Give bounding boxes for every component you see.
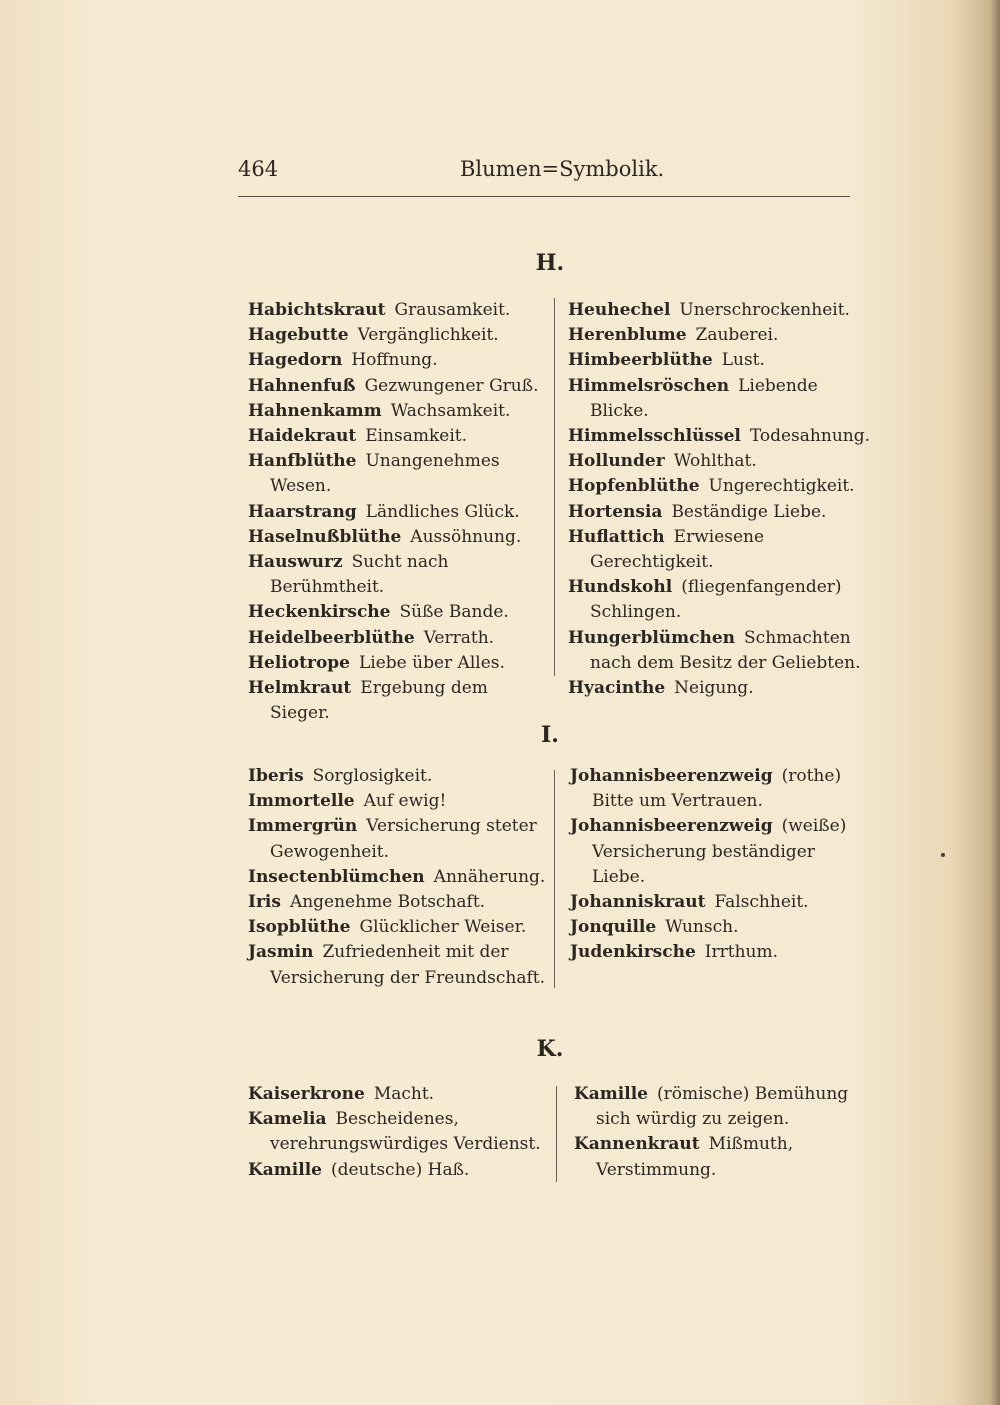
- entry-term: Johannisbeerenzweig: [570, 816, 773, 837]
- entry-meaning: Unangenehmes Wesen.: [270, 451, 500, 497]
- entry-term: Hungerblümchen: [568, 627, 736, 648]
- entry-meaning: Gezwungener Gruß.: [364, 375, 539, 396]
- list-item: [568, 525, 868, 575]
- entry-term: Herenblume: [568, 325, 687, 346]
- list-item: [248, 865, 546, 890]
- entry-meaning: Todesahnung.: [749, 426, 870, 447]
- entry-term: Hyacinthe: [568, 678, 666, 699]
- entry-term: Helmkraut: [248, 678, 352, 699]
- list-item: [248, 764, 546, 789]
- list-item: [568, 298, 868, 323]
- running-title: Blumen=Symbolik.: [460, 157, 665, 181]
- list-item: [248, 676, 546, 726]
- entry-term: Hanfblüthe: [248, 451, 357, 472]
- list-item: [248, 626, 546, 651]
- entry-term: Judenkirsche: [570, 942, 696, 963]
- entry-term: Hundskohl: [568, 577, 673, 598]
- entry-meaning: Irrthum.: [704, 942, 778, 963]
- entry-meaning: Ländliches Glück.: [365, 501, 520, 522]
- section-h-left-column: [248, 298, 546, 726]
- entry-term: Isopblüthe: [248, 917, 351, 938]
- list-item: [248, 374, 546, 399]
- list-item: [248, 651, 546, 676]
- entry-meaning: Verrath.: [423, 627, 495, 648]
- list-item: [568, 449, 868, 474]
- entry-term: Johannisbeerenzweig: [570, 766, 773, 786]
- list-item: [248, 814, 546, 864]
- entry-meaning: Lust.: [721, 350, 765, 371]
- section-letter-i: I.: [541, 722, 559, 748]
- entry-meaning: Ungerechtigkeit.: [708, 476, 855, 497]
- section-k-left-column: [248, 1082, 548, 1183]
- entry-term: Hopfenblüthe: [568, 476, 700, 497]
- entry-term: Himbeerblüthe: [568, 350, 713, 371]
- entry-term: Iberis: [248, 766, 304, 786]
- list-item: [248, 915, 546, 940]
- list-item: [568, 323, 868, 348]
- entry-meaning: Hoffnung.: [351, 350, 438, 371]
- list-item: [570, 890, 868, 915]
- section-i-left-column: [248, 764, 546, 991]
- header-rule: [238, 196, 850, 197]
- entry-term: Immergrün: [248, 816, 358, 837]
- entry-term: Haarstrang: [248, 501, 357, 522]
- entry-term: Johanniskraut: [570, 892, 706, 913]
- list-item: [574, 1132, 870, 1182]
- list-item: [248, 789, 546, 814]
- entry-meaning: Wohlthat.: [673, 451, 757, 472]
- entry-term: Hortensia: [568, 501, 663, 522]
- entry-term: Insectenblümchen: [248, 866, 425, 887]
- entry-meaning: Auf ewig!: [363, 791, 447, 812]
- entry-meaning: Unerschrockenheit.: [679, 300, 850, 320]
- list-item: [568, 626, 868, 676]
- list-item: [570, 915, 868, 940]
- entry-meaning: Wachsamkeit.: [390, 400, 511, 421]
- list-item: [248, 550, 546, 600]
- entry-term: Kaiserkrone: [248, 1084, 365, 1104]
- entry-term: Kamelia: [248, 1109, 327, 1130]
- entry-meaning: (deutsche) Haß.: [330, 1159, 470, 1180]
- entry-term: Kamille: [574, 1084, 648, 1104]
- section-letter-h: H.: [535, 250, 565, 276]
- section-k-right-column: [574, 1082, 870, 1183]
- entry-meaning: Liebe über Alles.: [358, 652, 505, 673]
- entry-meaning: Schmachten nach dem Besitz der Geliebten.: [590, 627, 861, 673]
- list-item: [248, 449, 546, 499]
- entry-term: Himmelsröschen: [568, 375, 730, 396]
- entry-term: Kamille: [248, 1159, 322, 1180]
- list-item: [248, 600, 546, 625]
- entry-meaning: Sucht nach Berühmtheit.: [270, 552, 449, 598]
- section-i-right-column: [570, 764, 868, 966]
- entry-meaning: Liebende Blicke.: [590, 375, 818, 421]
- entry-meaning: (weiße) Versicherung beständiger Liebe.: [592, 816, 847, 887]
- entry-term: Hauswurz: [248, 552, 343, 573]
- entry-term: Heckenkirsche: [248, 602, 391, 623]
- entry-meaning: Annäherung.: [433, 866, 546, 887]
- entry-meaning: Glücklicher Weiser.: [359, 917, 527, 938]
- entry-meaning: Süße Bande.: [399, 602, 509, 623]
- entry-meaning: Bescheidenes, verehrungswürdiges Verdienst.: [270, 1109, 541, 1155]
- entry-term: Heliotrope: [248, 652, 350, 673]
- entry-meaning: (römische) Bemühung sich würdig zu zeigen.: [596, 1084, 849, 1130]
- entry-meaning: Grausamkeit.: [394, 300, 511, 320]
- list-item: [248, 399, 546, 424]
- section-h-right-column: [568, 298, 868, 701]
- entry-meaning: Beständige Liebe.: [671, 501, 827, 522]
- entry-meaning: Zauberei.: [695, 325, 779, 346]
- entry-term: Himmelsschlüssel: [568, 426, 741, 447]
- entry-meaning: Angenehme Botschaft.: [289, 892, 486, 913]
- entry-term: Kannenkraut: [574, 1134, 700, 1155]
- entry-term: Habichtskraut: [248, 300, 386, 320]
- entry-meaning: Vergänglichkeit.: [357, 325, 499, 346]
- list-item: [248, 525, 546, 550]
- entry-meaning: Versicherung steter Gewogenheit.: [270, 816, 537, 862]
- entry-meaning: (rothe) Bitte um Vertrauen.: [592, 766, 842, 812]
- list-item: [568, 424, 868, 449]
- entry-term: Hahnenkamm: [248, 400, 382, 421]
- entry-meaning: Aussöhnung.: [410, 526, 522, 547]
- list-item: [570, 940, 868, 965]
- list-item: [568, 575, 868, 625]
- list-item: [248, 298, 546, 323]
- list-item: [248, 1158, 548, 1183]
- entry-meaning: Ergebung dem Sieger.: [270, 678, 488, 724]
- page-header: [238, 155, 850, 195]
- page-number: 464: [238, 157, 279, 181]
- list-item: [570, 814, 868, 890]
- entry-meaning: Mißmuth, Verstimmung.: [596, 1134, 794, 1180]
- list-item: [248, 1107, 548, 1157]
- entry-meaning: Falschheit.: [714, 892, 809, 913]
- list-item: [568, 676, 868, 701]
- list-item: [568, 374, 868, 424]
- column-divider: [554, 770, 555, 988]
- entry-term: Iris: [248, 892, 281, 913]
- entry-term: Heuhechel: [568, 300, 671, 320]
- list-item: [248, 500, 546, 525]
- entry-term: Jasmin: [248, 942, 314, 963]
- entry-term: Hagebutte: [248, 325, 349, 346]
- entry-meaning: Erwiesene Gerechtigkeit.: [590, 526, 765, 573]
- scan-speck: [941, 853, 945, 857]
- entry-meaning: Wunsch.: [665, 917, 739, 938]
- list-item: [248, 1082, 548, 1107]
- list-item: [248, 424, 546, 449]
- list-item: [570, 764, 868, 814]
- entry-term: Haidekraut: [248, 426, 357, 447]
- section-letter-k: K.: [536, 1036, 564, 1062]
- entry-term: Haselnußblüthe: [248, 526, 402, 547]
- entry-meaning: Zufriedenheit mit der Versicherung der Freundschaft.: [270, 942, 545, 988]
- list-item: [248, 940, 546, 990]
- entry-meaning: Sorglosigkeit.: [312, 766, 433, 786]
- entry-term: Jonquille: [570, 917, 657, 938]
- list-item: [248, 890, 546, 915]
- list-item: [574, 1082, 870, 1132]
- entry-meaning: Neigung.: [674, 678, 754, 699]
- entry-term: Hollunder: [568, 451, 665, 472]
- list-item: [568, 500, 868, 525]
- entry-term: Hagedorn: [248, 350, 343, 371]
- list-item: [568, 474, 868, 499]
- list-item: [248, 348, 546, 373]
- entry-term: Huflattich: [568, 526, 665, 547]
- column-divider: [556, 1086, 557, 1182]
- entry-meaning: (fliegenfangender) Schlingen.: [590, 577, 842, 623]
- entry-term: Immortelle: [248, 791, 355, 812]
- entry-term: Heidelbeerblüthe: [248, 627, 415, 648]
- column-divider: [554, 298, 555, 676]
- list-item: [248, 323, 546, 348]
- entry-meaning: Einsamkeit.: [365, 426, 468, 447]
- entry-meaning: Macht.: [373, 1084, 435, 1104]
- list-item: [568, 348, 868, 373]
- entry-term: Hahnenfuß: [248, 375, 356, 396]
